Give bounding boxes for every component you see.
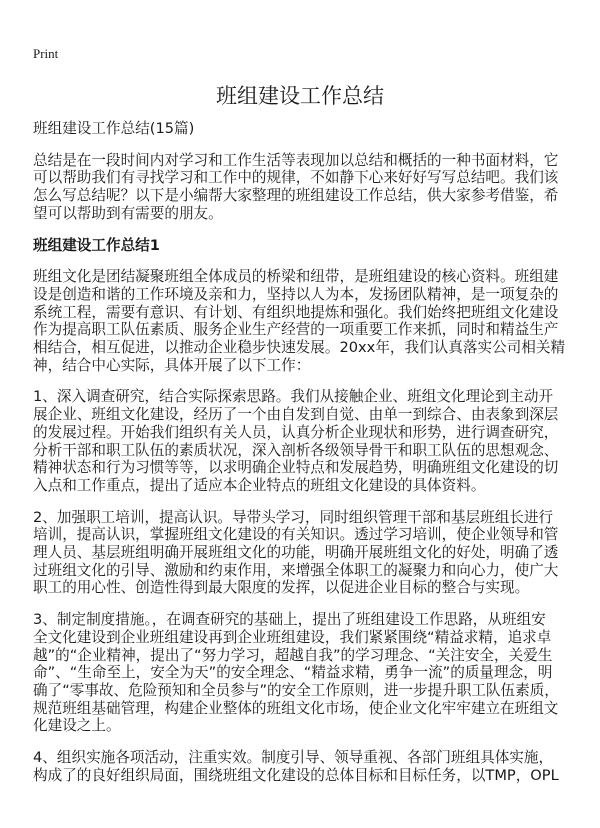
intro-paragraph	[33, 151, 559, 223]
body-paragraph	[33, 268, 566, 374]
text-line: 作为提高职工队伍素质、服务企业生产经营的一项重要工作来抓，同时和精益生产	[33, 321, 559, 339]
text-line: 系统工程，需要有意识、有计划、有组织地提炼和强化。我们始终把班组文化建设	[33, 303, 559, 321]
text-line: 3、制定制度措施。，在调查研究的基础上，提出了班组建设工作思路，从班组安	[33, 611, 546, 629]
text-line: 确了“零事故、危险预知和全员参与”的安全工作原则，进一步提升职工队伍素质，	[33, 681, 559, 699]
text-line: 精神状态和行为习惯等等，以求明确企业特点和发展趋势，明确班组文化建设的切	[33, 459, 559, 477]
body-paragraph	[33, 388, 559, 494]
text-line: 全文化建设到企业班组建设再到企业班组建设，我们紧紧围绕“精益求精，追求卓	[33, 628, 552, 646]
document-body	[33, 120, 566, 799]
text-line: 命”、“生命至上，安全为天”的安全理念、“精益求精，勇争一流”的质量理念，明	[33, 664, 553, 682]
section-heading: 班组建设工作总结1	[33, 236, 160, 254]
text-line: 2、加强职工培训，提高认识。导带头学习，同时组织管理干部和基层班组长进行	[33, 508, 554, 526]
text-line: 展企业、班组文化建设，经历了一个由自发到自觉、由单一到综合、由表象到深层	[33, 406, 559, 424]
text-line: 怎么写总结呢？以下是小编帮大家整理的班组建设工作总结，供大家参考借鉴，希	[33, 187, 559, 205]
text-line: 4、组织实施各项活动，注重实效。制度引导、领导重视、各部门班组具体实施，	[33, 749, 554, 767]
text-line: 神，结合中心实际，具体开展了以下工作：	[33, 356, 311, 374]
text-line: 总结是在一段时间内对学习和工作生活等表现加以总结和概括的一种书面材料，它	[33, 151, 559, 169]
text-line: 入点和工作重点，提出了适应本企业特点的班组文化建设的具体资料。	[33, 476, 486, 494]
text-line: 过班组文化的引导、激励和约束作用，来增强全体职工的凝聚力和向心力，使广大	[33, 561, 559, 579]
text-line: 1、深入调查研究，结合实际探索思路。我们从接触企业、班组文化理论到主动开	[33, 388, 554, 406]
page-title: 班组建设工作总结	[216, 84, 384, 108]
print-link[interactable]: Print	[33, 46, 59, 61]
text-line: 规范班组基础管理，构建企业整体的班组文化市场，使企业文化牢牢建立在班组文	[33, 699, 559, 717]
text-line: 设是创造和谐的工作环境及亲和力，坚持以人为本，发扬团队精神，是一项复杂的	[33, 285, 559, 303]
text-line: 分析干部和职工队伍的素质状况，深入剖析各级领导骨干和职工队伍的思想观念、	[33, 441, 559, 459]
text-line: 培训，提高认识，掌握班组文化建设的有关知识。透过学习培训，使企业领导和管	[33, 526, 559, 544]
text-line: 可以帮助我们有寻找学习和工作中的规律，不如静下心来好好写写总结吧。我们该	[33, 169, 559, 187]
body-paragraph	[33, 749, 559, 784]
text-line: 的发展过程。开始我们组织有关人员，认真分析企业现状和形势，进行调查研究，	[33, 423, 559, 441]
section-paragraphs	[33, 268, 566, 784]
text-line: 构成了的良好组织局面，围绕班组文化建设的总体目标和目标任务，以TMP，OPL	[33, 766, 559, 784]
body-paragraph	[33, 611, 559, 735]
document-subtitle: 班组建设工作总结(15篇)	[33, 120, 195, 137]
body-paragraph	[33, 508, 559, 598]
text-line: 望可以帮助到有需要的朋友。	[33, 204, 223, 222]
text-line: 班组文化是团结凝聚班组全体成员的桥梁和纽带，是班组建设的核心资料。班组建	[33, 268, 559, 286]
text-line: 化建设之上。	[33, 717, 121, 735]
text-line: 职工的用心性、创造性得到最大限度的发挥，以促进企业目标的整合与实现。	[33, 579, 530, 597]
text-line: 越”的“企业精神，提出了“努力学习，超越自我”的学习理念、“关注安全，关爱生	[33, 646, 553, 664]
text-line: 相结合，相互促进，以推动企业稳步快速发展。20xx年，我们认真落实公司相关精	[33, 339, 566, 357]
text-line: 理人员、基层班组明确开展班组文化的功能，明确开展班组文化的好处，明确了透	[33, 544, 559, 562]
